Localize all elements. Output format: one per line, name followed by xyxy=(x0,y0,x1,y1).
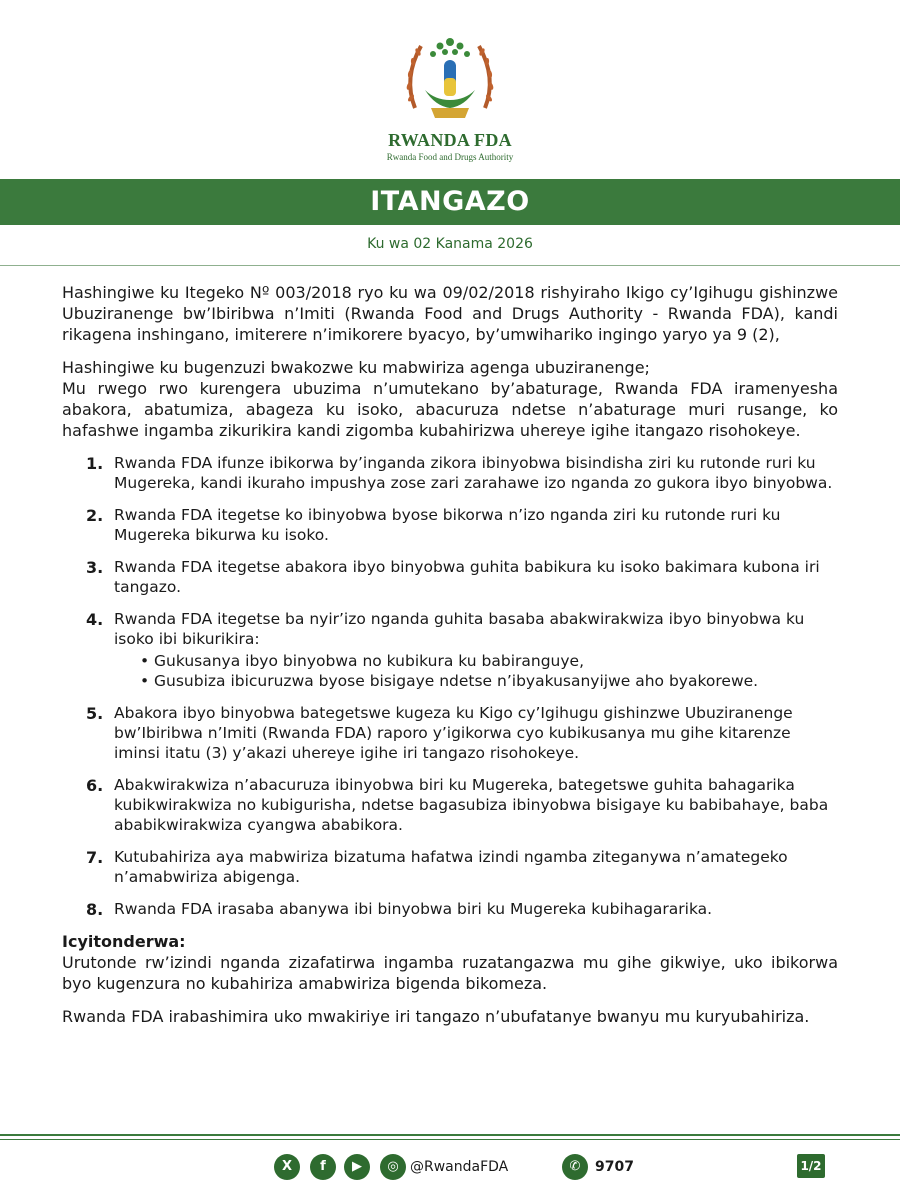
document-date: Ku wa 02 Kanama 2026 xyxy=(367,236,533,252)
bullet-icon: • xyxy=(140,672,150,690)
intro-paragraph: Hashingiwe ku Itegeko Nº 003/2018 ryo ku wa 09/02/2018 rishyiraho Ikigo cy’Igihugu gishinzwe Ubuziranenge bw’Ibiribwa n’Imiti (Rwanda Food and Drugs Authority - Rwanda FDA), kandi rikagena inshingano, imiterere n’imikorere byacyo, by’umwihariko ingingo yaryo ya 9 (2), xyxy=(62,283,838,344)
item-number: 7. xyxy=(86,848,104,867)
sub-item-text: Gukusanya ibyo binyobwa no kubikura ku babiranguye, xyxy=(154,652,584,670)
youtube-icon[interactable]: ▶ xyxy=(344,1154,370,1180)
rwanda-fda-logo-icon xyxy=(395,28,505,128)
item-text: Abakwirakwiza n’abacuruza ibinyobwa biri ku Mugereka, bategetswe guhita bahagarika kubikwirakwiza no kubigurisha, ndetse bagasubiza ibinyobwa bisigaye ku babibahaye, baba ababikwirakwiza cyangwa ababikora. xyxy=(114,776,829,834)
footer-divider-thin xyxy=(0,1139,900,1140)
page-number: 1/2 xyxy=(797,1154,825,1178)
x-icon[interactable]: X xyxy=(274,1154,300,1180)
list-item xyxy=(62,453,838,493)
item-text: Rwanda FDA irasaba abanywa ibi binyobwa biri ku Mugereka kubihagararika. xyxy=(114,900,713,918)
item-number: 4. xyxy=(86,610,104,629)
purpose-paragraph: Mu rwego rwo kurengera ubuzima n’umutekano by’abaturage, Rwanda FDA iramenyesha abakora, abatumiza, abageza ku isoko, abacuruza ndetse n’abaturage muri rusange, ko hafashwe ingamba zikurikira kandi zigomba kubahirizwa uhereye igihe itangazo risohokeye. xyxy=(62,379,838,440)
item-number: 3. xyxy=(86,558,104,577)
sub-list-item xyxy=(114,671,838,691)
list-item xyxy=(62,899,838,919)
item-number: 1. xyxy=(86,454,104,473)
footer-divider xyxy=(0,1134,900,1136)
basis-paragraph: Hashingiwe ku bugenzuzi bwakozwe ku mabwiriza agenga ubuziranenge; xyxy=(62,358,650,377)
hotline-number[interactable]: 9707 xyxy=(595,1159,634,1175)
closing-paragraph: Rwanda FDA irabashimira uko mwakiriye iri tangazo n’ubufatanye bwanyu mu kuryubahiriza. xyxy=(62,1007,810,1026)
document-body xyxy=(62,282,838,1039)
measures-list xyxy=(62,453,838,919)
facebook-icon[interactable]: f xyxy=(310,1154,336,1180)
instagram-icon[interactable]: ◎ xyxy=(380,1154,406,1180)
list-item xyxy=(62,775,838,835)
item-text: Rwanda FDA itegetse abakora ibyo binyobwa guhita babikura ku isoko bakimara kubona iri tangazo. xyxy=(114,558,820,596)
item-text: Abakora ibyo binyobwa bategetswe kugeza ku Kigo cy’Igihugu gishinzwe Ubuziranenge bw’Ibiribwa n’Imiti (Rwanda FDA) raporo y’igikorwa cyo kubikusanya mu gihe kitarenze iminsi itatu (3) y’akazi uhereye igihe iri tangazo risohokeye. xyxy=(114,704,793,762)
header-logo-area xyxy=(0,28,900,162)
note-paragraph: Urutonde rw’izindi nganda zizafatirwa ingamba ruzatangazwa mu gihe gikwiye, uko ibikorwa byo kugenzura no kubahiriza amabwiriza bigenda bikomeza. xyxy=(62,953,838,993)
list-item xyxy=(62,557,838,597)
item-text: Kutubahiriza aya mabwiriza bizatuma hafatwa izindi ngamba ziteganywa n’amategeko n’amabwiriza abigenga. xyxy=(114,848,788,886)
phone-icon: ✆ xyxy=(562,1154,588,1180)
title-banner xyxy=(0,179,900,225)
sub-item-text: Gusubiza ibicuruzwa byose bisigaye ndetse n’ibyakusanyijwe aho byakorewe. xyxy=(154,672,759,690)
bullet-icon: • xyxy=(140,652,150,670)
note-title: Icyitonderwa: xyxy=(62,932,186,951)
sub-list-item xyxy=(114,651,838,671)
date-divider xyxy=(0,265,900,266)
document-title: ITANGAZO xyxy=(370,186,530,217)
item-number: 6. xyxy=(86,776,104,795)
item-text: Rwanda FDA itegetse ba nyir’izo nganda guhita basaba abakwirakwiza ibyo binyobwa ku isoko ibi bikurikira: xyxy=(114,610,805,648)
list-item xyxy=(62,847,838,887)
footer xyxy=(0,1152,900,1184)
list-item xyxy=(62,703,838,763)
item-number: 2. xyxy=(86,506,104,525)
item-text: Rwanda FDA ifunze ibikorwa by’inganda zikora ibinyobwa bisindisha ziri ku rutonde ruri ku Mugereka, kandi ikuraho impushya zose zari zarahawe izo nganda zo gukora ibyo binyobwa. xyxy=(114,454,833,492)
org-subtitle: Rwanda Food and Drugs Authority xyxy=(386,152,514,162)
list-item xyxy=(62,609,838,691)
org-name: RWANDA FDA xyxy=(388,130,512,150)
item-number: 8. xyxy=(86,900,104,919)
sub-list xyxy=(114,651,838,691)
item-number: 5. xyxy=(86,704,104,723)
item-text: Rwanda FDA itegetse ko ibinyobwa byose bikorwa n’izo nganda ziri ku rutonde ruri ku Mugereka bikurwa ku isoko. xyxy=(114,506,781,544)
list-item xyxy=(62,505,838,545)
social-handle[interactable]: @RwandaFDA xyxy=(410,1159,509,1175)
